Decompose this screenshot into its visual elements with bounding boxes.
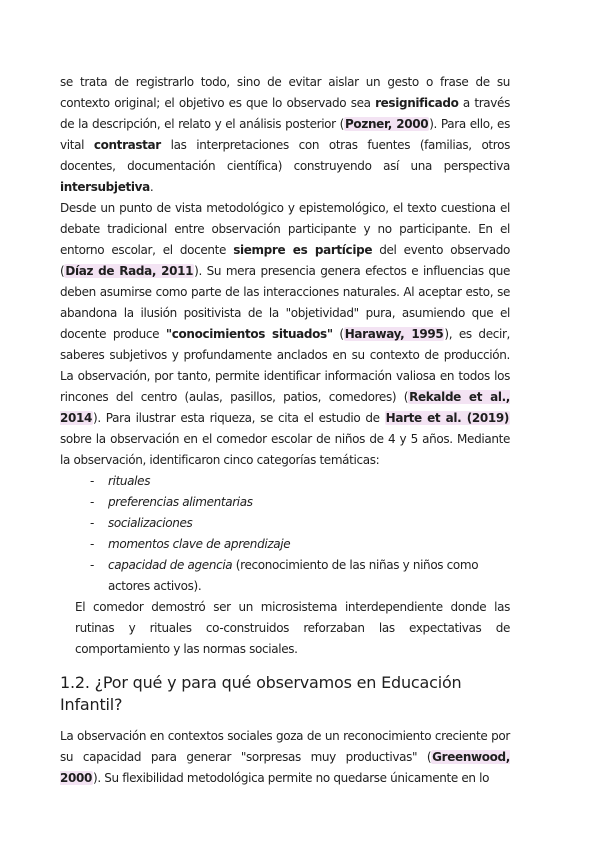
text-run: La observación en contextos sociales goza de un reconocimiento creciente por su capacidad para generar "sorpresas muy productivas" ( [60,729,510,764]
paragraph-observation-resignification [60,72,510,198]
bold-term: intersubjetiva [60,180,150,194]
citation-year: , 2011 [151,264,194,278]
list-item [60,513,510,534]
list-item-text: momentos clave de aprendizaje [108,537,291,551]
list-dash: - [90,558,94,572]
bold-term: "conocimientos situados" [165,327,333,341]
text-run: a través de la descripción, el relato y el análisis posterior ( [60,96,510,131]
text-run: ). Para ello, es vital [60,117,510,152]
section-heading: 1.2. ¿Por qué y para qué observamos en Educación Infantil? [60,673,462,714]
text-run: las interpretaciones con otras fuentes (familias, otros docentes, documentación científica) construyendo así una perspectiva [60,138,511,173]
page-body [60,72,510,789]
list-item [60,492,510,513]
text-run: ), es decir, saberes subjetivos y profundamente anclados en su contexto de producción. La observación, por tanto, permite identificar información valiosa en todos los rincones del centro (aulas, pasillos, patios, comedores) ( [60,327,511,404]
text-run: del evento observado ( [60,243,510,278]
list-item-text: socializaciones [108,516,193,530]
list-item-text: rituales [108,474,151,488]
category-list [60,471,510,597]
text-run: ( [332,327,344,341]
paragraph-epistemology [60,198,510,471]
bold-term: resignificado [375,96,459,110]
text-run: ). Su mera presencia genera efectos e influencias que deben asumirse como parte de las interacciones naturales. Al aceptar esto, se abandona la ilusión positivista de la "objetividad" pura, asumiendo que el docente produce [60,264,510,341]
bold-term: siempre es partícipe [233,243,373,257]
citation-link[interactable] [344,327,445,341]
text-run: . [149,180,154,194]
list-item-text: preferencias alimentarias [108,495,253,509]
citation-year: , 1995 [400,327,444,341]
citation-link[interactable]: Harte et al. (2019) [385,411,509,425]
citation-year: , 2000 [60,750,510,785]
citation-author: Haraway [344,327,401,341]
list-dash: - [90,537,94,551]
list-dash: - [90,495,94,509]
list-dash: - [90,516,94,530]
list-dash: - [90,474,94,488]
text-run: ). Su flexibilidad metodológica permite no quedarse únicamente en lo [93,771,490,785]
text-run: Desde un punto de vista metodológico y epistemológico, el texto cuestiona el debate tradicional entre observación participante y no participante. En el entorno escolar, el docente [60,201,510,257]
list-item-detail: (reconocimiento de las niñas y niños como actores activos). [108,558,479,593]
text-run: sobre la observación en el comedor escolar de niños de 4 y 5 años. Mediante la observación, identificaron cinco categorías temáticas: [60,432,510,467]
citation-author: Greenwood [432,750,506,764]
list-item [60,555,510,597]
citation-link[interactable] [344,117,429,131]
citation-link[interactable]: Rekalde et al., 2014 [60,390,511,425]
citation-author: Pozner [344,117,388,131]
paragraph-why-observe [60,726,510,789]
paragraph-microsystem: El comedor demostró ser un microsistema interdependiente donde las rutinas y rituales co-construidos reforzaban las expectativas de comportamiento y las normas sociales. [75,600,510,656]
citation-link[interactable] [64,264,194,278]
list-item [60,534,510,555]
text-run: ). Para ilustrar esta riqueza, se cita el estudio de [93,411,385,425]
citation-year: , 2000 [387,117,429,131]
citation-author: Díaz de Rada [65,264,152,278]
bold-term: contrastar [93,138,161,152]
list-item [60,471,510,492]
text-run: se trata de registrarlo todo, sino de evitar aislar un gesto o frase de su contexto original; el objetivo es que lo observado sea [60,75,510,110]
list-item-text: capacidad de agencia [108,558,233,572]
